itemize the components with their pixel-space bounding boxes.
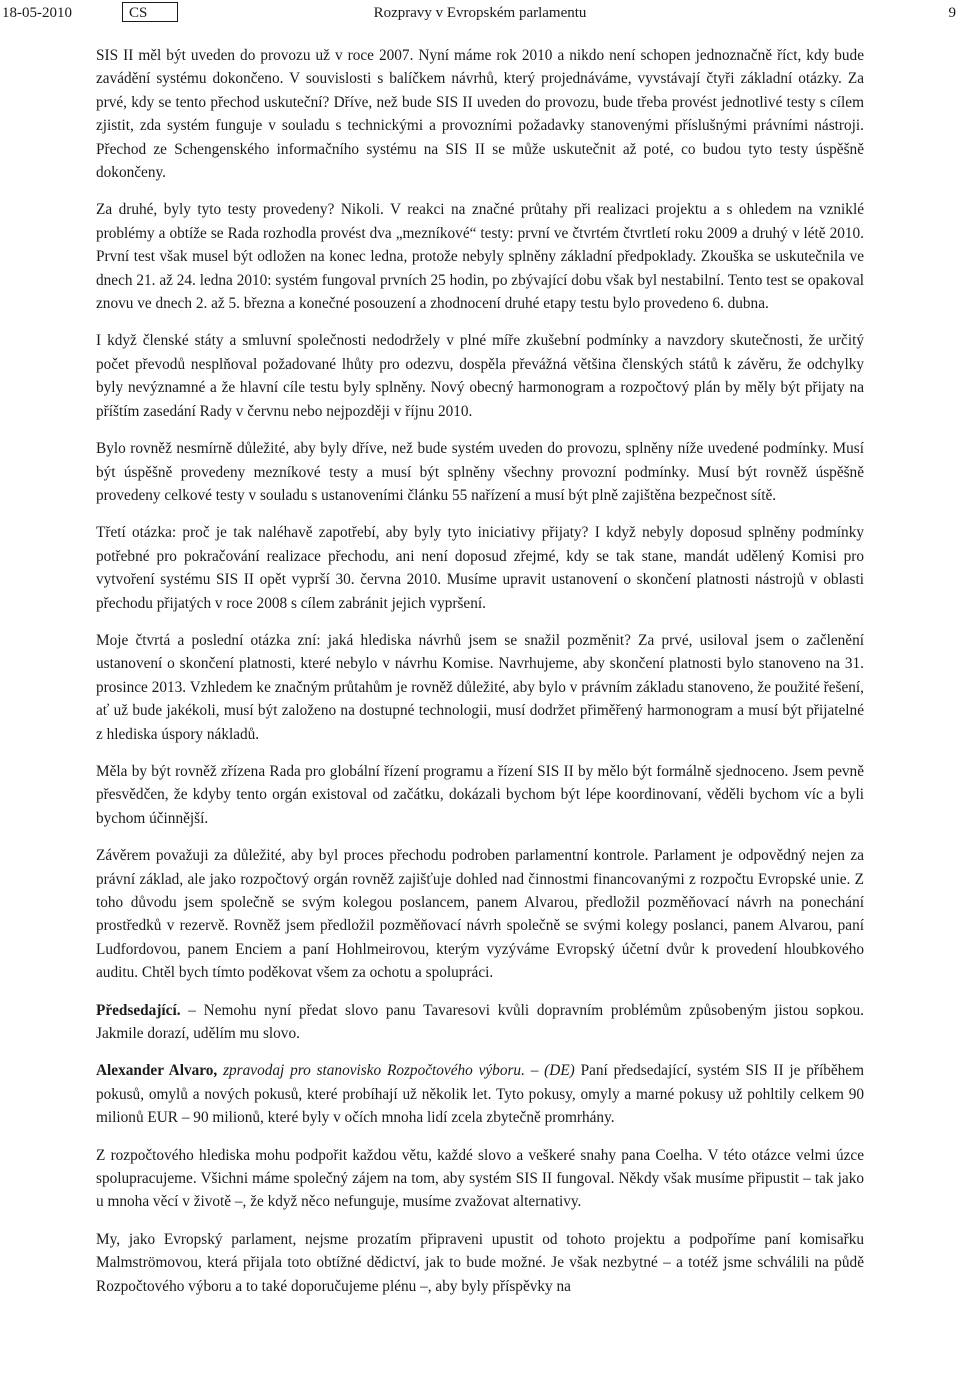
speaker-president: Předsedající. [96, 1001, 181, 1019]
header-page-number: 9 [948, 5, 956, 21]
header-language-box: CS [122, 2, 178, 22]
page-header [0, 0, 960, 26]
paragraph-closing-1: Z rozpočtového hlediska mohu podpořit každou větu, každé slovo a veškeré snahy pana Coelha. V této otázce velmi úzce spolupracujeme. Všichni máme společný zájem na tom, aby systém SIS II fungoval. Někdy však musíme připustit – tak jako u mnoha věcí v životě –, že když něco nefunguje, musíme zvažovat alternativy. [96, 1146, 864, 1211]
alvaro-statement [96, 1059, 864, 1129]
paragraph-1: SIS II měl být uveden do provozu už v roce 2007. Nyní máme rok 2010 a nikdo není schopen jednoznačně říct, kdy bude zavádění systému dokončeno. V souvislosti s balíčkem návrhů, který projednáváme, vyvstávají čtyři základní otázky. Za prvé, kdy se tento přechod uskuteční? Dříve, než bude SIS II uveden do provozu, bude třeba provést jednotlivé testy s cílem zjistit, zda systém funguje v souladu s technickými a provozními požadavky stanovenými příslušnými právními nástroji. Přechod ze Schengenského informačního systému na SIS II se může uskutečnit až poté, co budou tyto testy úspěšně dokončeny. [96, 47, 864, 182]
paragraph-7: Měla by být rovněž zřízena Rada pro globální řízení programu a řízení SIS II by mělo být formálně sjednoceno. Jsem pevně přesvědčen, že kdyby tento orgán existoval od začátku, dokázali bychom být lépe koordinovaní, věděli bychom víc a byli bychom účinnější. [96, 762, 864, 827]
paragraph-closing-2: My, jako Evropský parlament, nejsme prozatím připraveni upustit od tohoto projektu a podpoříme paní komisařku Malmströmovou, která přijala toto obtížné dědictví, jak to bude možné. Je však nezbytné – a totéž jsme schválili na půdě Rozpočtového výboru a to také doporučujeme plénu –, aby byly příspěvky na [96, 1230, 864, 1295]
speaker-role: zpravodaj pro stanovisko Rozpočtového výboru. – (DE) [217, 1062, 575, 1080]
header-date: 18-05-2010 [2, 5, 72, 21]
speaker-alvaro: Alexander Alvaro, [96, 1062, 218, 1080]
paragraph-4: Bylo rovněž nesmírně důležité, aby byly dříve, než bude systém uveden do provozu, splněny níže uvedené podmínky. Musí být úspěšně provedeny mezníkové testy a musí být splněny všechny provozní podmínky. Musí být rovněž úspěšně provedeny celkové testy v souladu s ustanoveními článku 55 nařízení a musí být plně zajištěna bezpečnost sítě. [96, 440, 864, 504]
paragraph-8: Závěrem považuji za důležité, aby byl proces přechodu podroben parlamentní kontrole. Parlament je odpovědný nejen za právní základ, ale jako rozpočtový orgán rovněž zajišťuje dohled nad činnostmi financovanými z rozpočtu Evropské unie. Z toho důvodu jsem společně se svým kolegou poslancem, panem Alvarou, předložil pozměňovací návrh na ponechání prostředků v rezervě. Rovněž jsem předložil pozměňovací návrh společně se svými kolegy poslanci, panem Alvarou, paní Ludfordovou, panem Enciem a paní Hohlmeirovou, kterým vyzýváme Evropský účetní dvůr k provedení hloubkového auditu. Chtěl bych tímto poděkovat všem za ochotu a spolupráci. [96, 847, 864, 982]
paragraph-3: I když členské státy a smluvní společnosti nedodržely v plné míře zkušební podmínky a navzdory skutečnosti, že určitý počet převodů nesplňoval požadované lhůty pro odezvu, dospěla převážná většina členských států k závěru, že odchylky byly nevýznamné a že hlavní cíle testu byly splněny. Nový obecný harmonogram a rozpočtový plán by měly být přijaty na příštím zasedání Rady v červnu nebo nejpozději v říjnu 2010. [96, 332, 864, 420]
paragraph-5: Třetí otázka: proč je tak naléhavě zapotřebí, aby byly tyto iniciativy přijaty? I když nebyly doposud splněny podmínky potřebné pro pokračování realizace přechodu, ani není doposud zřejmé, kdy se tak stane, mandát udělený Komisi pro vytvoření systému SIS II opět vyprší 30. června 2010. Musíme upravit ustanovení o skončení platnosti nástrojů v oblasti přechodu přijatých v roce 2008 s cílem zabránit jejich vypršení. [96, 524, 864, 612]
paragraph-6: Moje čtvrtá a poslední otázka zní: jaká hlediska návrhů jsem se snažil pozměnit? Za prvé, usiloval jsem o začlenění ustanovení o skončení platnosti, které nebylo v návrhu Komise. Navrhujeme, aby skončení platnosti bylo stanoveno na 31. prosince 2013. Vzhledem ke značným průtahům je rovněž důležité, aby bylo v právním základu stanoveno, že použité řešení, ať už bude jakékoli, musí být založeno na dostupné technologii, musí dodržet přiměřený harmonogram a musí být přijatelné z hlediska úspory nákladů. [96, 631, 864, 743]
president-text: – Nemohu nyní předat slovo panu Tavaresovi kvůli dopravním problémům způsobeným jistou sopkou. Jakmile dorazí, udělím mu slovo. [96, 1001, 864, 1043]
document-body [96, 44, 864, 1312]
paragraph-2: Za druhé, byly tyto testy provedeny? Nikoli. V reakci na značné průtahy při realizaci projektu a s ohledem na vzniklé problémy a obtíže se Rada rozhodla provést dva „mezníkové“ testy: první ve čtvrtém čtvrtletí roku 2009 a druhý v létě 2010. První test však musel být odložen na konec ledna, protože nebyly splněny základní předpoklady. Zkouška se uskutečnila ve dnech 21. až 24. ledna 2010: systém fungoval prvních 25 hodin, po zbývající dobu však byl nestabilní. Tento test se opakoval znovu ve dnech 2. až 5. března a konečné posouzení a zhodnocení druhé etapy testu bylo provedeno 6. dubna. [96, 201, 864, 313]
president-statement [96, 999, 864, 1046]
header-title: Rozpravy v Evropském parlamentu [373, 5, 587, 21]
alvaro-text: Paní předsedající, systém SIS II je příběhem pokusů, omylů a nových pokusů, které probíhají už několik let. Tyto pokusy, omyly a marné pokusy už pohltily celkem 90 milionů EUR – 90 milionů, které byly v očích mnoha lidí zcela zbytečně promrhány. [96, 1062, 864, 1127]
